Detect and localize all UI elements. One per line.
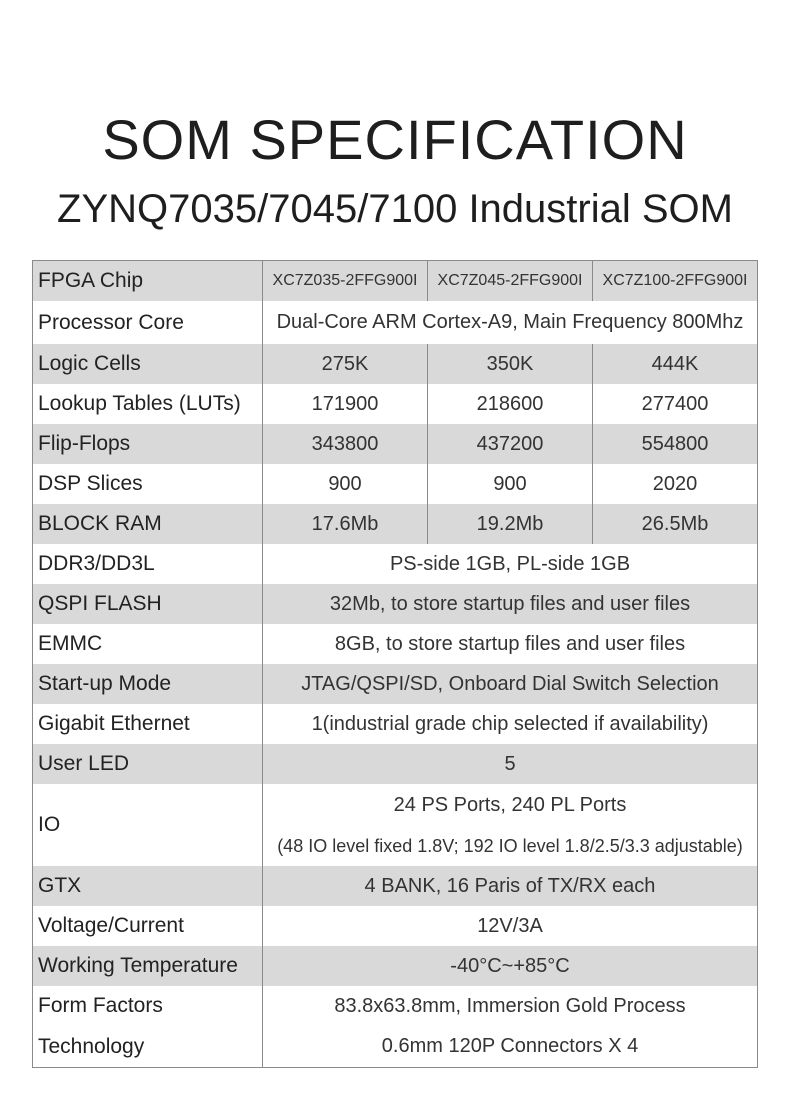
cell-value: XC7Z045-2FFG900I: [427, 261, 592, 301]
row-label: QSPI FLASH: [33, 584, 263, 624]
row-label: Voltage/Current: [33, 906, 263, 946]
cell-value: 171900: [311, 392, 379, 415]
cell-value: 275K: [263, 344, 427, 384]
row-flip-flops: [33, 424, 757, 464]
row-label: Gigabit Ethernet: [33, 704, 263, 744]
row-qspi-flash: [33, 584, 757, 624]
cell-value: 1(industrial grade chip selected if availability): [311, 712, 709, 735]
row-label: BLOCK RAM: [33, 504, 263, 544]
row-block-ram: [33, 504, 757, 544]
cell-value: 900: [328, 472, 362, 495]
row-label: DDR3/DD3L: [33, 544, 263, 584]
cell-value: 277400: [592, 384, 757, 424]
row-label: Working Temperature: [33, 946, 263, 986]
cell-value: -40°C~+85°C: [263, 946, 757, 986]
row-label: Start-up Mode: [33, 664, 263, 704]
cell-value: 444K: [592, 344, 757, 384]
cell-value: 32Mb, to store startup files and user files: [263, 584, 757, 624]
cell-value: 83.8x63.8mm, Immersion Gold Process: [334, 994, 686, 1017]
row-gigabit-ethernet: [33, 704, 757, 744]
row-label: IO: [33, 784, 263, 866]
cell-value: XC7Z100-2FFG900I: [592, 261, 757, 301]
cell-value: 8GB, to store startup files and user files: [334, 632, 686, 655]
row-logic-cells: [33, 344, 757, 384]
cell-value: 343800: [263, 424, 427, 464]
row-label: EMMC: [33, 624, 263, 664]
cell-value: 24 PS Ports, 240 PL Ports: [393, 793, 627, 816]
cell-value: 437200: [427, 424, 592, 464]
row-processor-core: [33, 301, 757, 344]
cell-value: 19.2Mb: [427, 504, 592, 544]
row-startup-mode: [33, 664, 757, 704]
row-fpga-chip: [33, 261, 757, 301]
cell-value: PS-side 1GB, PL-side 1GB: [389, 552, 631, 575]
cell-value: XC7Z035-2FFG900I: [263, 261, 427, 301]
cell-value: Dual-Core ARM Cortex-A9, Main Frequency 800Mhz: [276, 311, 744, 333]
cell-value: 4 BANK, 16 Paris of TX/RX each: [263, 866, 757, 906]
cell-value: 218600: [427, 384, 592, 424]
cell-value: 5: [263, 744, 757, 784]
row-dsp-slices: [33, 464, 757, 504]
cell-value: 554800: [592, 424, 757, 464]
cell-value: 350K: [427, 344, 592, 384]
page-title: SOM SPECIFICATION: [102, 108, 688, 171]
row-user-led: [33, 744, 757, 784]
row-label: Lookup Tables (LUTs): [33, 384, 263, 424]
spec-table: [32, 260, 758, 1068]
row-io: [33, 784, 757, 866]
page-subtitle: ZYNQ7035/7045/7100 Industrial SOM: [57, 187, 733, 231]
cell-value: 26.5Mb: [592, 504, 757, 544]
row-working-temperature: [33, 946, 757, 986]
row-label: Technology: [38, 1034, 145, 1058]
row-label: GTX: [33, 866, 263, 906]
row-ddr3: [33, 544, 757, 584]
row-voltage-current: [33, 906, 757, 946]
cell-value: (48 IO level fixed 1.8V; 192 IO level 1.8/2.5/3.3 adjustable): [277, 835, 743, 856]
row-luts: [33, 384, 757, 424]
cell-value: 17.6Mb: [263, 504, 427, 544]
cell-value: 2020: [592, 464, 757, 504]
row-label: Form Factors: [38, 994, 163, 1018]
cell-value: 900: [427, 464, 592, 504]
cell-value: JTAG/QSPI/SD, Onboard Dial Switch Selection: [263, 664, 757, 704]
cell-value: 12V/3A: [477, 914, 543, 937]
row-label: Flip-Flops: [33, 424, 263, 464]
row-form-factors: [33, 986, 757, 1067]
row-label: Processor Core: [33, 301, 263, 344]
row-emmc: [33, 624, 757, 664]
row-label: DSP Slices: [33, 464, 263, 504]
cell-value: 0.6mm 120P Connectors X 4: [381, 1035, 639, 1058]
row-label: User LED: [33, 744, 263, 784]
row-label: Logic Cells: [33, 344, 263, 384]
row-gtx: [33, 866, 757, 906]
row-label: FPGA Chip: [33, 261, 263, 301]
